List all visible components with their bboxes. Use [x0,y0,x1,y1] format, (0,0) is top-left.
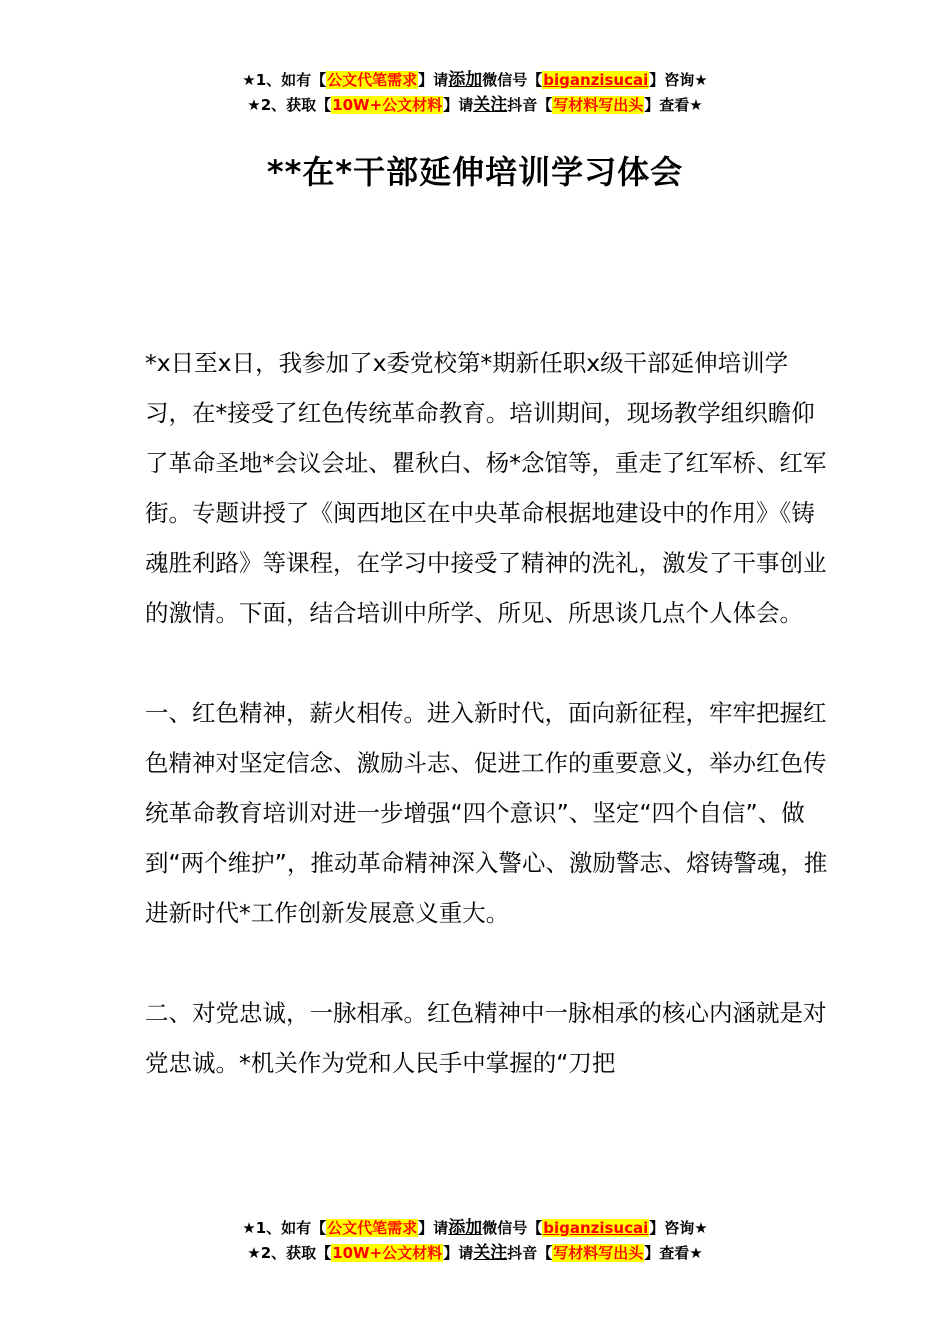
promo-underlined: 添加 [448,1218,483,1238]
promo-text: 】查看★ [644,96,703,114]
promo-text: 】查看★ [644,1244,703,1262]
document-title: **在*干部延伸培训学习体会 [266,153,684,191]
wechat-id-link[interactable]: biganzisucai [543,1219,649,1237]
promo-text: 】咨询★ [649,1219,708,1237]
promo-text: ★1、如有【 [242,71,327,89]
promo-underlined: 关注 [473,1243,508,1263]
promo-line-2 [0,1241,950,1266]
promo-line-2 [0,93,950,118]
douyin-account-highlight: 写材料写出头 [553,96,644,114]
promo-text: 】请 [443,1244,474,1262]
header-promo-banner [0,68,950,118]
document-body [145,338,835,1088]
promo-underlined: 添加 [448,70,483,90]
promo-text: 抖音【 [507,96,553,114]
body-paragraph: 二、对党忠诚，一脉相承。红色精神中一脉相承的核心内涵就是对党忠诚。*机关作为党和人民手中掌握的“刀把 [145,999,827,1077]
wechat-id-link[interactable]: biganzisucai [543,71,649,89]
promo-text: 微信号【 [482,71,543,89]
body-paragraph: 一、红色精神，薪火相传。进入新时代，面向新征程，牢牢把握红色精神对坚定信念、激励斗志、促进工作的重要意义，举办红色传统革命教育培训对进一步增强“四个意识”、坚定“四个自信”、做到“两个维护”，推动革命精神深入警心、激励警志、熔铸警魂，推进新时代*工作创新发展意义重大。 [145,699,828,927]
promo-text: 】咨询★ [649,71,708,89]
promo-highlight: 10W+公文材料 [332,96,443,114]
promo-line-1 [0,68,950,93]
promo-text: ★1、如有【 [242,1219,327,1237]
promo-text: 微信号【 [482,1219,543,1237]
footer-promo-banner [0,1216,950,1266]
promo-text: 】请 [418,1219,449,1237]
promo-highlight: 公文代笔需求 [327,1219,418,1237]
promo-text: 】请 [418,71,449,89]
promo-highlight: 10W+公文材料 [332,1244,443,1262]
promo-underlined: 关注 [473,95,508,115]
promo-text: 】请 [443,96,474,114]
promo-text: ★2、获取【 [247,96,332,114]
promo-highlight: 公文代笔需求 [327,71,418,89]
douyin-account-highlight: 写材料写出头 [553,1244,644,1262]
promo-text: 抖音【 [507,1244,553,1262]
promo-text: ★2、获取【 [247,1244,332,1262]
body-paragraph: *x日至x日，我参加了x委党校第*期新任职x级干部延伸培训学习，在*接受了红色传统革命教育。培训期间，现场教学组织瞻仰了革命圣地*会议会址、瞿秋白、杨*念馆等，重走了红军桥、红军街。专题讲授了《闽西地区在中央革命根据地建设中的作用》《铸魂胜利路》等课程，在学习中接受了精神的洗礼，激发了干事创业的激情。下面，结合培训中所学、所见、所思谈几点个人体会。 [145,349,827,627]
promo-line-1 [0,1216,950,1241]
